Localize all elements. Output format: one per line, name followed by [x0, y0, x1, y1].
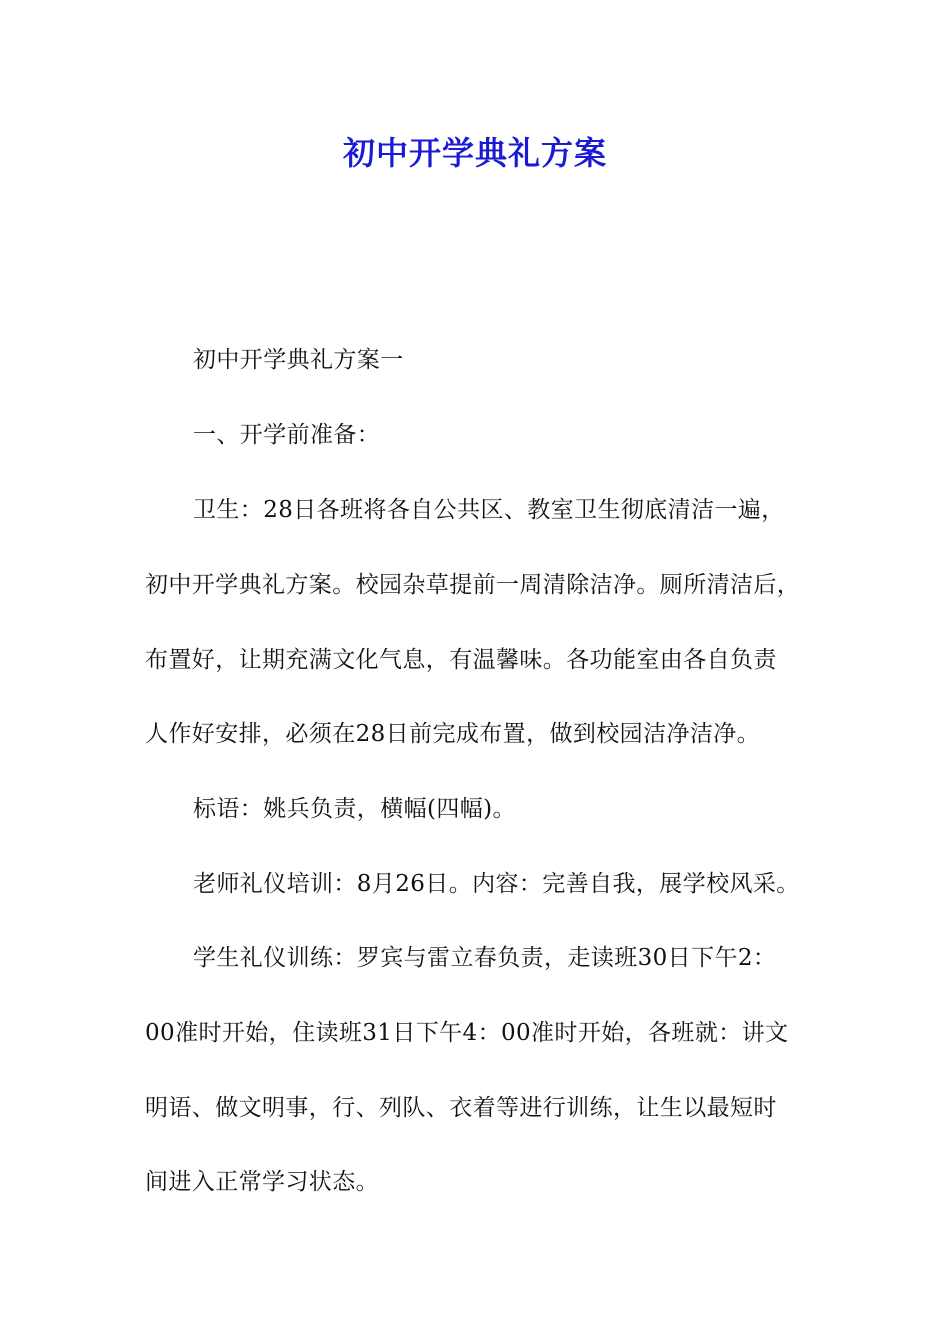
- paragraph-line: 老师礼仪培训：8月26日。内容：完善自我，展学校风采。: [193, 871, 800, 897]
- paragraph-line: 学生礼仪训练：罗宾与雷立春负责，走读班30日下午2：: [193, 945, 777, 971]
- paragraph-line: 人作好安排，必须在28日前完成布置，做到校园洁净洁净。: [145, 721, 761, 747]
- section-heading: 初中开学典礼方案一: [193, 347, 404, 373]
- paragraph-line: 标语：姚兵负责，横幅(四幅)。: [193, 796, 516, 822]
- paragraph-line: 间进入正常学习状态。: [145, 1169, 379, 1195]
- document-title: 初中开学典礼方案: [342, 134, 607, 172]
- paragraph-line: 初中开学典礼方案。校园杂草提前一周清除洁净。厕所清洁后，: [145, 572, 801, 598]
- subsection-heading: 一、开学前准备：: [193, 422, 381, 448]
- paragraph-line: 布置好，让期充满文化气息，有温馨味。各功能室由各自负责: [145, 647, 777, 673]
- paragraph-line: 00准时开始，住读班31日下午4：00准时开始，各班就：讲文: [145, 1020, 789, 1046]
- paragraph-line: 卫生：28日各班将各自公共区、教室卫生彻底清洁一遍，: [193, 497, 785, 523]
- paragraph-line: 明语、做文明事，行、列队、衣着等进行训练，让生以最短时: [145, 1095, 777, 1121]
